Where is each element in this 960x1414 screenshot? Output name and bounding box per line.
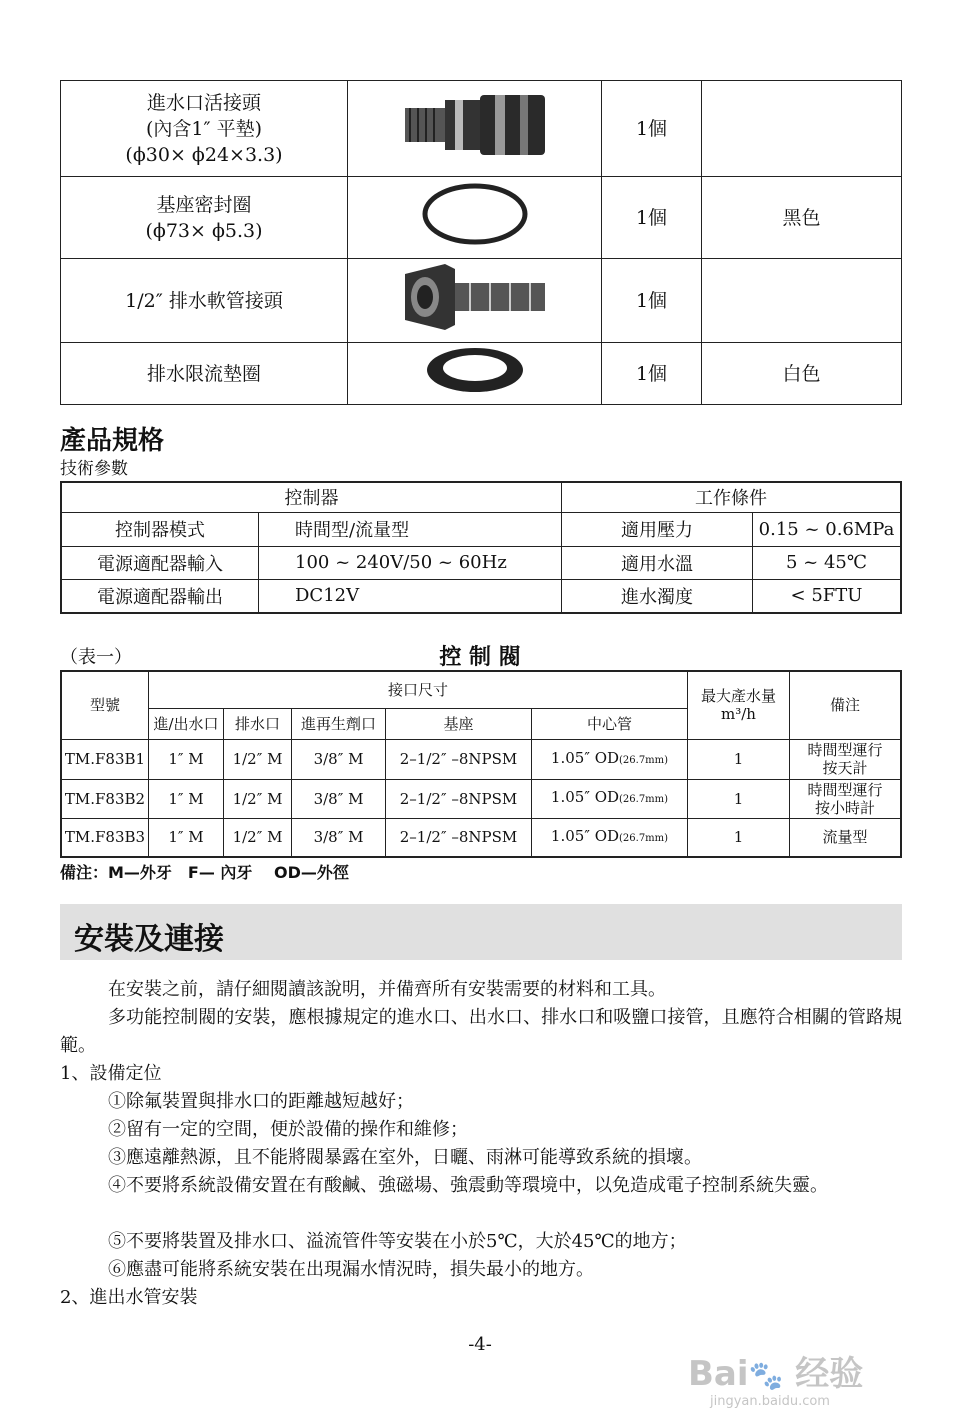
- list-item: ③應遠離熱源，且不能將閥暴露在室外，日曬、雨淋可能導致系統的損壞。: [108, 1147, 702, 1168]
- table-row: [61, 482, 901, 512]
- note-line: 時間型運行: [807, 741, 883, 759]
- header-cell: [688, 671, 790, 739]
- cell: 2–1/2″ –8NPSM: [386, 818, 532, 857]
- union-connector-icon: [348, 81, 602, 177]
- header-cell: 型號: [61, 671, 149, 739]
- cell: 1: [688, 739, 790, 779]
- accessories-table: [60, 80, 902, 405]
- cell: 1/2″ M: [224, 739, 292, 779]
- part-qty: 1個: [602, 259, 702, 343]
- table-footnote: 備注：M—外牙 F— 內牙 OD—外徑: [60, 863, 349, 882]
- o-ring-icon: [348, 177, 602, 259]
- header-line: 最大產水量: [700, 687, 776, 706]
- table-row: [61, 546, 901, 579]
- cell: [532, 818, 688, 857]
- flat-washer-icon: [348, 343, 602, 405]
- header-cell: 進再生劑口: [292, 708, 386, 739]
- subheading: 2、進出水管安裝: [60, 1287, 198, 1308]
- cell: 1: [688, 779, 790, 818]
- part-qty: 1個: [602, 177, 702, 259]
- cell: 2–1/2″ –8NPSM: [386, 779, 532, 818]
- table-row: [61, 177, 902, 259]
- cell: 3/8″ M: [292, 818, 386, 857]
- cell: 2–1/2″ –8NPSM: [386, 739, 532, 779]
- baidu-watermark: Bai🐾 经验 jingyan.baidu.com: [688, 1354, 864, 1409]
- header-cell: 中心管: [532, 708, 688, 739]
- section-subtitle: 技術參數: [60, 459, 128, 479]
- table-row: [61, 343, 902, 405]
- spec-label: 進水濁度: [562, 579, 753, 613]
- part-name: 1/2″ 排水軟管接頭: [61, 259, 348, 343]
- header-cell: 進/出水口: [149, 708, 224, 739]
- spec-label: 電源適配器輸入: [61, 546, 259, 579]
- hose-barb-fitting-icon: [348, 259, 602, 343]
- part-name-line: 基座密封圈: [156, 193, 252, 216]
- table-title: 控 制 閥: [439, 645, 521, 670]
- control-valve-table: [60, 670, 902, 858]
- cell: 3/8″ M: [292, 739, 386, 779]
- list-item: ⑥應盡可能將系統安裝在出現漏水情況時，損失最小的地方。: [108, 1259, 594, 1280]
- od-value: 1.05″ OD: [550, 826, 620, 845]
- part-qty: 1個: [602, 343, 702, 405]
- od-mm: (26.7mm): [619, 832, 669, 844]
- list-item: ④不要將系統設備安置在有酸鹹、強磁場、強震動等環境中，以免造成電子控制系統失靈。: [108, 1175, 828, 1196]
- spec-value: 5 ~ 45℃: [753, 546, 902, 579]
- spec-label: 電源適配器輸出: [61, 579, 259, 613]
- part-name: [61, 81, 348, 177]
- part-qty: 1個: [602, 81, 702, 177]
- header-cell: 工作條件: [562, 482, 902, 512]
- part-name-line: (ϕ30× ϕ24×3.3): [125, 143, 283, 166]
- note-cell: 流量型: [790, 818, 902, 857]
- part-name-line: (內含1″ 平墊): [145, 117, 263, 140]
- table-row: [61, 671, 901, 708]
- header-line: m³/h: [721, 705, 756, 724]
- table-label: （表一）: [60, 647, 132, 668]
- note-line: 時間型運行: [807, 780, 883, 799]
- paragraph: 多功能控制閥的安裝，應根據規定的進水口、出水口、排水口和吸鹽口接管，且應符合相關的管路規範。: [60, 1007, 902, 1056]
- section-title: 產品規格: [60, 426, 165, 456]
- part-name-line: (ϕ73× ϕ5.3): [145, 219, 263, 242]
- od-value: 1.05″ OD: [550, 788, 620, 806]
- part-note: 白色: [702, 343, 902, 405]
- part-note: [702, 259, 902, 343]
- note-cell: [790, 739, 902, 779]
- part-name-line: 進水口活接頭: [146, 91, 261, 114]
- cell: 1/2″ M: [224, 818, 292, 857]
- cell: 1/2″ M: [224, 779, 292, 818]
- model-cell: TM.F83B2: [61, 779, 149, 818]
- header-cell: 排水口: [224, 708, 292, 739]
- list-item: ②留有一定的空間，便於設備的操作和維修；: [108, 1119, 468, 1140]
- table-row: [61, 779, 901, 818]
- note-line: 按天計: [822, 759, 868, 777]
- spec-label: 控制器模式: [61, 512, 259, 546]
- note-cell: [790, 779, 902, 818]
- cell: 1″ M: [149, 779, 224, 818]
- spec-label: 適用壓力: [562, 512, 753, 546]
- paragraph: 在安裝之前，請仔細閱讀該說明，并備齊所有安裝需要的材料和工具。: [108, 979, 666, 1000]
- spec-value: 0.15 ~ 0.6MPa: [753, 512, 902, 546]
- spec-value: 100 ~ 240V/50 ~ 60Hz: [259, 546, 562, 579]
- model-cell: TM.F83B1: [61, 739, 149, 779]
- cell: [532, 779, 688, 818]
- spec-table: [60, 481, 902, 614]
- header-cell: 基座: [386, 708, 532, 739]
- cell: 1″ M: [149, 818, 224, 857]
- part-name: [61, 177, 348, 259]
- table-row: [61, 739, 901, 779]
- table-row: [61, 259, 902, 343]
- header-cell: 控制器: [61, 482, 562, 512]
- table-row: [61, 81, 902, 177]
- part-note: [702, 81, 902, 177]
- cell: 1: [688, 818, 790, 857]
- od-mm: (26.7mm): [619, 794, 669, 805]
- model-cell: TM.F83B3: [61, 818, 149, 857]
- header-cell: 接口尺寸: [149, 671, 688, 708]
- cell: 3/8″ M: [292, 779, 386, 818]
- od-mm: (26.7mm): [619, 754, 669, 766]
- subheading: 1、設備定位: [60, 1063, 162, 1084]
- od-value: 1.05″ OD: [550, 748, 620, 767]
- part-name: 排水限流墊圈: [61, 343, 348, 405]
- spec-value: DC12V: [259, 579, 562, 613]
- list-item: ①除氟裝置與排水口的距離越短越好；: [108, 1091, 414, 1112]
- note-line: 按小時計: [814, 798, 875, 817]
- cell: 1″ M: [149, 739, 224, 779]
- header-cell: 備注: [790, 671, 902, 739]
- spec-value: 時間型/流量型: [259, 512, 562, 546]
- table-row: [61, 818, 901, 857]
- cell: [532, 739, 688, 779]
- section-header-band: [60, 904, 902, 960]
- page-number: -4-: [468, 1334, 492, 1355]
- spec-label: 適用水溫: [562, 546, 753, 579]
- table-row: [61, 512, 901, 546]
- section-title: 安裝及連接: [74, 922, 224, 957]
- list-item: ⑤不要將裝置及排水口、溢流管件等安裝在小於5℃，大於45℃的地方；: [108, 1231, 687, 1252]
- table-row: [61, 579, 901, 613]
- part-note: 黑色: [702, 177, 902, 259]
- spec-value: < 5FTU: [753, 579, 902, 613]
